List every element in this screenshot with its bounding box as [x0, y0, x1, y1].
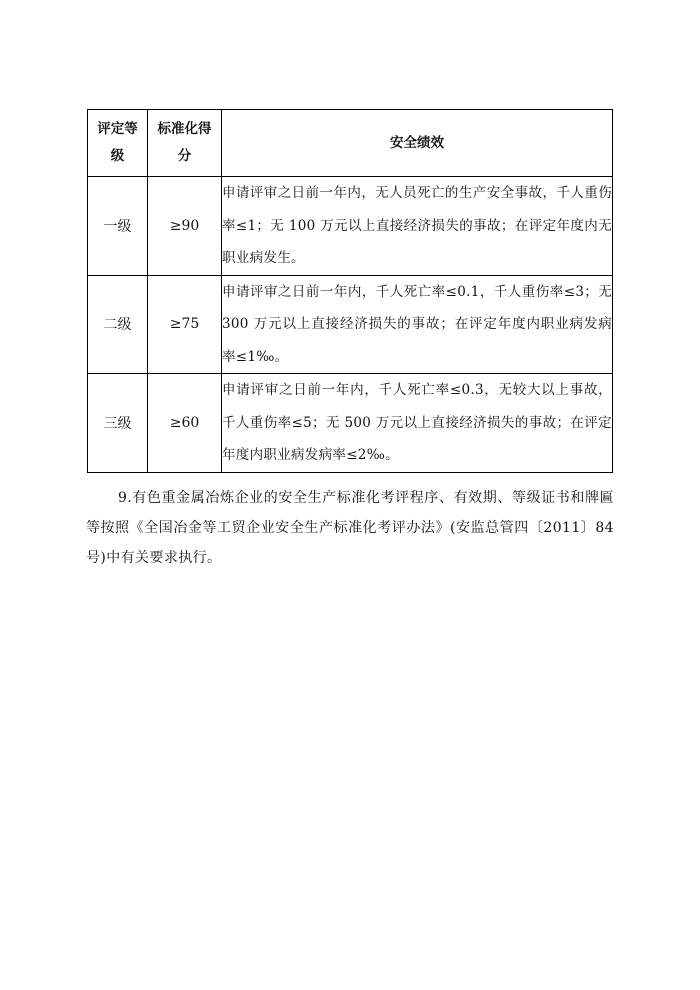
grade-cell: 三级 — [88, 374, 148, 473]
score-cell: ≥90 — [148, 177, 222, 276]
score-cell: ≥75 — [148, 275, 222, 374]
header-score-line2: 分 — [177, 148, 192, 164]
header-grade-line1: 评定等 — [97, 121, 138, 137]
score-cell: ≥60 — [148, 374, 222, 473]
performance-cell: 申请评审之日前一年内，千人死亡率≤0.1，千人重伤率≤3；无 300 万元以上直接经济损失的事故；在评定年度内职业病发病率≤1‰。 — [222, 275, 613, 374]
grade-cell: 二级 — [88, 275, 148, 374]
table-row — [88, 275, 613, 374]
header-score — [148, 110, 222, 177]
table-row — [88, 177, 613, 276]
table-header-row — [88, 110, 613, 177]
safety-grade-table — [87, 109, 613, 473]
paragraph-9: 9.有色重金属冶炼企业的安全生产标准化考评程序、有效期、等级证书和牌匾等按照《全国冶金等工贸企业安全生产标准化考评办法》(安监总管四〔2011〕84 号)中有关要求执行。 — [86, 490, 614, 566]
header-grade — [88, 110, 148, 177]
table-row — [88, 374, 613, 473]
header-grade-line2: 级 — [110, 148, 125, 164]
header-performance: 安全绩效 — [222, 110, 613, 177]
grade-cell: 一级 — [88, 177, 148, 276]
performance-cell: 申请评审之日前一年内，无人员死亡的生产安全事故，千人重伤率≤1；无 100 万元以上直接经济损失的事故；在评定年度内无职业病发生。 — [222, 177, 613, 276]
performance-cell: 申请评审之日前一年内，千人死亡率≤0.3，无较大以上事故，千人重伤率≤5；无 500 万元以上直接经济损失的事故；在评定年度内职业病发病率≤2‰。 — [222, 374, 613, 473]
header-score-line1: 标准化得 — [157, 121, 212, 137]
